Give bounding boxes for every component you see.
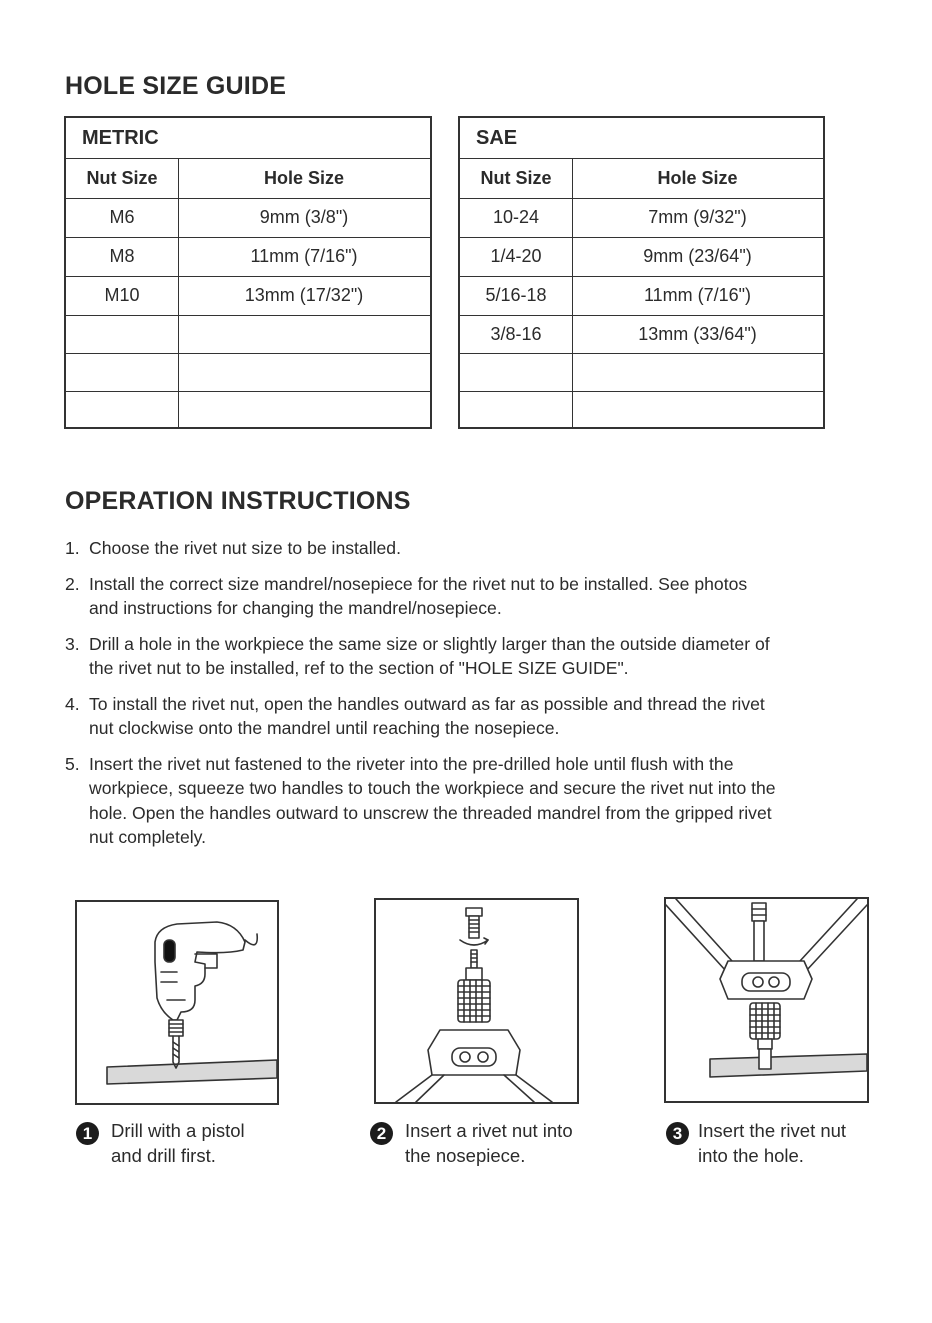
table-cell bbox=[66, 315, 178, 353]
instruction-step bbox=[65, 692, 885, 741]
instruction-step bbox=[65, 536, 885, 561]
metric-table bbox=[64, 116, 432, 429]
step-text-line: Insert the rivet nut fastened to the riveter into the pre-drilled hole until flush with the bbox=[89, 753, 734, 774]
step-1-badge: 1 bbox=[76, 1122, 99, 1145]
table-cell: M8 bbox=[109, 246, 135, 266]
figure-insert-nut bbox=[374, 898, 579, 1104]
table-cell: 1/4-20 bbox=[490, 246, 542, 266]
table-header-cell: Hole Size bbox=[263, 168, 345, 188]
rivet-nut-insert-icon bbox=[376, 900, 577, 1102]
table-cell bbox=[66, 391, 178, 429]
step-text-line: Install the correct size mandrel/nosepiece for the rivet nut to be installed. See photos bbox=[89, 573, 748, 594]
step-text-line: Choose the rivet nut size to be installed. bbox=[89, 538, 401, 558]
instruction-step bbox=[65, 752, 885, 850]
figure-3-caption bbox=[698, 1118, 846, 1168]
table-cell: 13mm (33/64") bbox=[638, 324, 757, 344]
riveter-into-hole-icon bbox=[666, 899, 867, 1101]
figure-2-caption bbox=[405, 1118, 573, 1168]
table-cell bbox=[572, 391, 823, 429]
table-cell bbox=[178, 391, 430, 429]
table-cell: 11mm (7/16") bbox=[250, 246, 358, 266]
step-text-line: nut completely. bbox=[89, 827, 207, 847]
figure-into-hole bbox=[664, 897, 869, 1103]
step-number: 3. bbox=[65, 633, 80, 654]
step-text-line: and instructions for changing the mandrel/nosepiece. bbox=[89, 598, 502, 618]
instruction-list bbox=[65, 536, 885, 850]
drill-icon bbox=[77, 902, 277, 1103]
figure-1-caption bbox=[111, 1118, 245, 1168]
step-text-line: hole. Open the handles outward to unscrew the threaded mandrel from the gripped rivet bbox=[89, 802, 772, 823]
caption-line: Insert a rivet nut into bbox=[405, 1120, 573, 1141]
step-number: 5. bbox=[65, 753, 80, 774]
metric-table-title: METRIC bbox=[66, 118, 430, 159]
figure-drill bbox=[75, 900, 279, 1105]
step-text-line: To install the rivet nut, open the handles outward as far as possible and thread the rivet bbox=[89, 693, 765, 714]
table-cell: 7mm (9/32") bbox=[648, 207, 747, 227]
step-text-line: the rivet nut to be installed, ref to the section of "HOLE SIZE GUIDE". bbox=[89, 658, 629, 678]
step-text-line: Drill a hole in the workpiece the same size or slightly larger than the outside diameter of bbox=[89, 633, 770, 654]
sae-table bbox=[458, 116, 825, 429]
sae-table-title: SAE bbox=[460, 118, 823, 159]
step-text-line: nut clockwise onto the mandrel until reaching the nosepiece. bbox=[89, 718, 560, 738]
table-cell: 13mm (17/32") bbox=[244, 285, 364, 305]
step-text-line: workpiece, squeeze two handles to touch the workpiece and secure the rivet nut into the bbox=[89, 778, 776, 798]
table-cell bbox=[572, 353, 823, 391]
instruction-step bbox=[65, 572, 885, 621]
table-cell bbox=[178, 353, 430, 391]
table-cell bbox=[460, 353, 572, 391]
table-header-cell: Nut Size bbox=[480, 168, 552, 188]
table-cell: 3/8-16 bbox=[490, 324, 542, 344]
step-number: 1. bbox=[65, 538, 80, 558]
caption-line: the nosepiece. bbox=[405, 1145, 526, 1166]
operation-instructions-heading: OPERATION INSTRUCTIONS bbox=[65, 487, 411, 515]
table-cell: 5/16-18 bbox=[485, 285, 547, 305]
step-number: 4. bbox=[65, 693, 80, 714]
table-cell: 11mm (7/16") bbox=[643, 285, 752, 305]
table-cell bbox=[178, 315, 430, 353]
step-number: 2. bbox=[65, 573, 80, 594]
table-cell: 9mm (23/64") bbox=[643, 246, 752, 266]
table-cell bbox=[66, 353, 178, 391]
step-3-badge: 3 bbox=[666, 1122, 689, 1145]
table-cell bbox=[460, 391, 572, 429]
caption-line: Drill with a pistol bbox=[111, 1120, 245, 1141]
caption-line: Insert the rivet nut bbox=[698, 1120, 847, 1141]
caption-line: and drill first. bbox=[111, 1145, 216, 1166]
table-header-cell: Nut Size bbox=[86, 168, 158, 188]
table-cell: M6 bbox=[109, 207, 135, 227]
table-cell: M10 bbox=[104, 285, 140, 305]
hole-size-guide-heading: HOLE SIZE GUIDE bbox=[65, 72, 287, 100]
table-cell: 10-24 bbox=[492, 207, 540, 227]
table-header-cell: Hole Size bbox=[657, 168, 738, 188]
instruction-step bbox=[65, 632, 885, 681]
caption-line: into the hole. bbox=[698, 1145, 804, 1166]
table-cell: 9mm (3/8") bbox=[259, 207, 349, 227]
step-2-badge: 2 bbox=[370, 1122, 393, 1145]
